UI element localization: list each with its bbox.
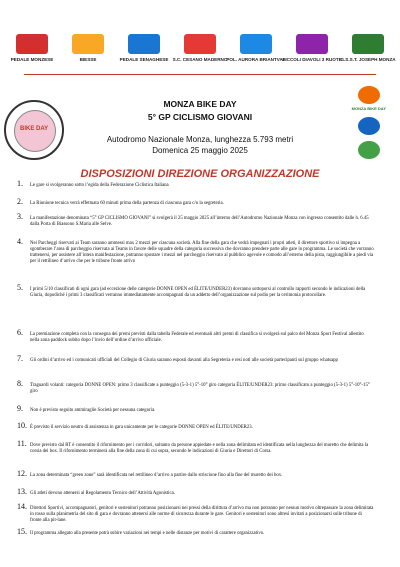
rule-number: 2. xyxy=(17,197,23,206)
sponsor-2 xyxy=(66,34,110,62)
rule-number: 4. xyxy=(17,237,23,246)
rule-number: 13. xyxy=(17,487,27,496)
sponsor-label: PEDALE SENAGHESE xyxy=(119,57,169,62)
rule-number: 10. xyxy=(17,421,27,430)
event-title: MONZA BIKE DAY xyxy=(163,99,237,109)
rule-text: Le gare si svolgeranno sotto l’egida della Federazione Ciclistica Italiana xyxy=(30,183,169,188)
section-title: DISPOSIZIONI DIREZIONE ORGANIZZAZIONE xyxy=(80,168,320,180)
rule-number: 8. xyxy=(17,379,23,388)
sponsor-label: POL. AURORA BRIANTVAL xyxy=(226,57,286,62)
rule-item xyxy=(17,487,374,497)
rule-item xyxy=(17,439,374,455)
rule-text: Nei Parcheggi riservati ai Team saranno ammessi max 2 mezzi per ciascuna società. Alla fine della gara che vedrà impegnati i propri atleti, il direttore sportivo si impegna a sgomberare l’area di parcheggio riservata ai Teams in favore delle squadre della categoria successiva che dovranno prendere parte alle gare in programma. Le società che vorranno trattenersi, per assistere all’intera manifestazione, potranno spostare i mezzi nel parcheggio riservato al pubblico agevole e comodo all’esterno della pista, raggiungibile a piedi via per il rettilineo d’arrivo che per le tribune fronte arrivo xyxy=(30,241,374,264)
sponsor-label: PICCOLI DIAVOLI 3 RUOTE xyxy=(282,57,342,62)
sponsor-logo-icon xyxy=(296,34,328,54)
sponsor-label: BIESSE xyxy=(79,57,97,62)
rule-number: 14. xyxy=(17,502,27,511)
rule-text: La manifestazione denominata “5° GP CICLISMO GIOVANI” si svolgerà il 25 maggio 2025 all’interno dell’Autodromo Nazionale Monza con ingresso consentito dalle h. 6.45 dalla Porta di Biassono S.Maria alle Selve. xyxy=(30,216,369,227)
rule-text: È previsto il servizio neutro di assistenza in gara unicamente per le categorie DONNE OPEN ed ÉLITE/UNDER23. xyxy=(30,425,253,430)
rule-text: La zona determinata “green zone” sarà identificata nel rettilineo d’arrivo a partire dallo striscione fino alla fine del muretto dei box. xyxy=(30,473,283,478)
rule-number: 9. xyxy=(17,404,23,413)
rule-item xyxy=(17,212,374,228)
rule-text: Gli atleti devono attenersi al Regolamento Tecnico dell’Attività Agonistica. xyxy=(30,491,175,496)
rule-text: I primi 5/10 classificati di ogni gara (ad eccezione delle categorie DONNE OPEN ed ÉLITE/UNDER23) dovranno sottoporsi al controllo rapporti secondo le indicazioni della Giuria, dopodiché i primi 3 classificati verranno immediatamente accompagnati da un addetto dell’organizzazione sul podio per la cerimonia protocollare. xyxy=(30,287,366,298)
rule-number: 7. xyxy=(17,354,23,363)
sponsor-logos-row xyxy=(10,34,396,62)
rule-item xyxy=(17,421,374,431)
sponsor-logo-icon xyxy=(128,34,160,54)
sponsor-logo-icon xyxy=(184,34,216,54)
rule-number: 5. xyxy=(17,283,23,292)
sponsor-6 xyxy=(282,34,342,62)
sponsor-1 xyxy=(10,34,54,62)
rule-number: 6. xyxy=(17,328,23,337)
right-logo-label: MONZA BIKE DAY xyxy=(351,106,386,111)
rule-text: Il programma allegato alla presente potrà subire variazioni nei tempi e nelle distanze per motivi di carattere organizzativo. xyxy=(30,531,265,536)
rule-text: Traguardi volanti: categoria DONNE OPEN: primo 3 classificate a punteggio (5-3-1) 5°-10° giro categoria ÉLITE/UNDER23: primo classificato a punteggio (5-3-1) 5°-10°-15° giro xyxy=(30,383,370,394)
rule-item xyxy=(17,379,374,395)
rule-text: La premiazione completa con la consegna dei premi previsti dalla tabella Federale ed eventuali altri premi di classifica si svolgerà sul palco del Monza Sport Festival allestito nella zona paddock subito dopo l’invio dell’ordine d’arrivo ufficiale. xyxy=(30,332,364,343)
rule-item xyxy=(17,283,374,299)
rule-number: 15. xyxy=(17,527,27,536)
event-subtitle: 5° GP CICLISMO GIOVANI xyxy=(147,112,253,122)
rule-number: 11. xyxy=(17,439,27,448)
rule-item xyxy=(17,354,374,364)
rule-text: Dove previsto dal RT è consentito il rifornimento per i corridori, soltanto da persone appiedate e nella zona delimitata ed identificata nella lunghezza del muretto che delimita la corsia dei box. Il rifornimento terminerà alla fine della zona di cui sopra, secondo le indicazioni di Giuria e Direttori di Corsa. xyxy=(30,443,369,454)
rule-text: La Riunione tecnica verrà effettuata 60 minuti prima della partenza di ciascuna gara c/o la segreteria. xyxy=(30,201,224,206)
sponsor-label: PEDALE MONZESE xyxy=(10,57,54,62)
rule-number: 1. xyxy=(17,179,23,188)
rule-item xyxy=(17,469,374,479)
sponsor-5 xyxy=(226,34,286,62)
event-date: Domenica 25 maggio 2025 xyxy=(152,146,248,155)
rule-item xyxy=(17,527,374,537)
sponsor-3 xyxy=(119,34,169,62)
rule-item xyxy=(17,237,374,265)
sponsor-logo-icon xyxy=(352,34,384,54)
rule-item xyxy=(17,404,374,414)
logo-text: BIKE DAY xyxy=(20,126,49,132)
rule-item xyxy=(17,179,374,189)
rule-number: 12. xyxy=(17,469,27,478)
sponsor-logo-icon xyxy=(240,34,272,54)
sponsor-label: S.C. CESANO MADERNO xyxy=(172,57,228,62)
rule-text: Direttori Sportivi, accompagnatori, genitori e sostenitori potranno posizionarsi nei pressi della dirittura d’arrivo ma non potranno per nessun motivo oltrepassare la zona delimitata in rosso sulla planimetria del sito di gara e dovranno attenersi alle norme di sicurezza durante le gare. Genitori e sostenitori sono altresì invitati a posizionarsi sulle tribune di fronte alla pit-lane. xyxy=(30,506,374,523)
sponsor-logo-icon xyxy=(72,34,104,54)
rule-item xyxy=(17,328,374,344)
sponsor-4 xyxy=(172,34,228,62)
event-venue: Autodromo Nazionale Monza, lunghezza 5.793 metri xyxy=(106,135,294,144)
rule-text: Gli ordini d’arrivo ed i comunicati ufficiali del Collegio di Giuria saranno esposti davanti alla Segreteria e resi noti alle società partecipanti sul gruppo whatsapp xyxy=(30,358,338,363)
divider xyxy=(24,74,376,75)
sponsor-logo-icon xyxy=(16,34,48,54)
rule-number: 3. xyxy=(17,212,23,221)
rule-item xyxy=(17,502,374,524)
sponsor-label: G.S.S.T. JOSEPH MONZA xyxy=(340,57,396,62)
sponsor-7 xyxy=(340,34,396,62)
rule-item xyxy=(17,197,374,207)
rule-text: Non è previsto seguito ammiraglie Società per nessuna categoria. xyxy=(30,408,156,413)
